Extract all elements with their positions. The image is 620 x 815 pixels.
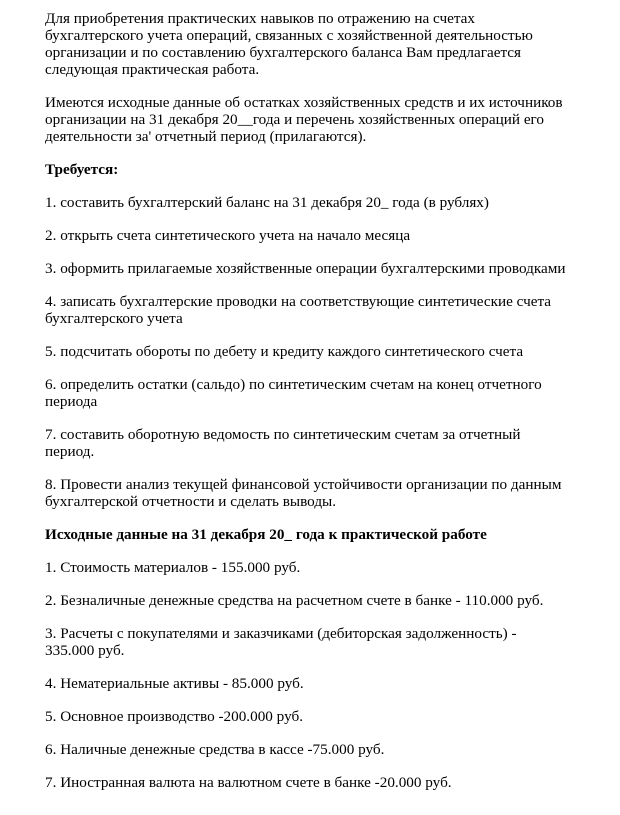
required-item: 3. оформить прилагаемые хозяйственные операции бухгалтерскими проводками (45, 260, 566, 277)
source-data-item: 7. Иностранная валюта на валютном счете в банке -20.000 руб. (45, 774, 452, 791)
required-item: 6. определить остатки (сальдо) по синтетическим счетам на конец отчетного периода (45, 376, 542, 410)
source-data-item: 3. Расчеты с покупателями и заказчиками (дебиторская задолженность) - 335.000 руб. (45, 625, 517, 659)
source-data-item: 6. Наличные денежные средства в кассе -75.000 руб. (45, 741, 385, 758)
required-item: 5. подсчитать обороты по дебету и кредиту каждого синтетического счета (45, 343, 524, 360)
source-data-heading: Исходные данные на 31 декабря 20_ года к практической работе (45, 526, 487, 543)
required-item: 4. записать бухгалтерские проводки на соответствующие синтетические счета бухгалтерского учета (45, 293, 552, 327)
required-heading: Требуется: (45, 161, 119, 178)
source-data-item: 5. Основное производство -200.000 руб. (45, 708, 303, 725)
required-item: 8. Провести анализ текущей финансовой устойчивости организации по данным бухгалтерской отчетности и сделать выводы. (45, 476, 562, 510)
required-item: 7. составить оборотную ведомость по синтетическим счетам за отчетный период. (45, 426, 521, 460)
required-item: 2. открыть счета синтетического учета на начало месяца (45, 227, 411, 244)
intro-paragraph-2: Имеются исходные данные об остатках хозяйственных средств и их источников организации на 31 декабря 20__года и перечень хозяйственных операций его деятельности за' отчетный период (прилагаются). (45, 94, 563, 145)
source-data-item: 2. Безналичные денежные средства на расчетном счете в банке - 110.000 руб. (45, 592, 544, 609)
source-data-item: 1. Стоимость материалов - 155.000 руб. (45, 559, 301, 576)
source-data-item: 4. Нематериальные активы - 85.000 руб. (45, 675, 304, 692)
required-item: 1. составить бухгалтерский баланс на 31 декабря 20_ года (в рублях) (45, 194, 489, 211)
intro-paragraph-1: Для приобретения практических навыков по отражению на счетах бухгалтерского учета операций, связанных с хозяйственной деятельностью организации и по составлению бухгалтерского баланса Вам предлагается следующая практическая работа. (45, 10, 533, 78)
